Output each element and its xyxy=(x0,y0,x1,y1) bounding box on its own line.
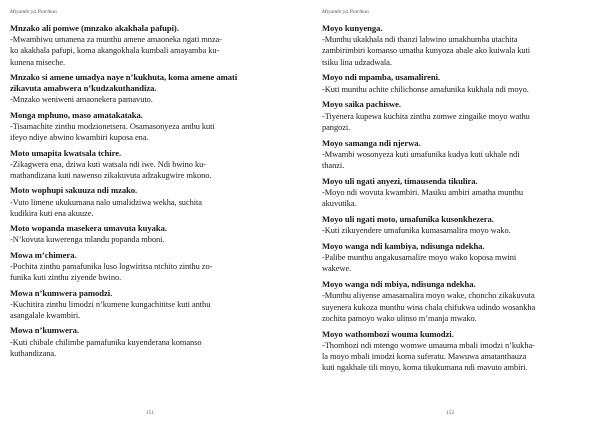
proverb-explanation-line: la moyo mbali imodzi koma suferatu. Mawuwa amatanthauza xyxy=(322,352,527,362)
running-head: Miyambi ya Patrikan xyxy=(322,9,369,15)
proverb-explanation-line: -Munthu ukakhala ndi thanzi labwino umakhumba utachita xyxy=(322,35,518,45)
proverb-explanation-line: zambirimbiri komanso umatha kunyoza abale ako kuiwala kuti xyxy=(322,46,531,56)
proverb-title: Moyo wathombozi wouma kumodzi. xyxy=(322,328,454,339)
proverb-explanation-line: -Zikagwera ena, dziwa kuti watsala ndi iwe. Ndi bwino ku- xyxy=(10,159,206,169)
proverb-explanation-line: ifeyo ndiye abwino kwambiri kuposa ena. xyxy=(10,133,149,143)
proverb-title: Mnzako si amene umadya naye n’kukhuta, koma amene amati xyxy=(10,72,238,82)
proverb-title: Moyo uli ngati anyezi, timausenda tikulira. xyxy=(322,175,478,186)
proverb-entry xyxy=(10,148,282,182)
proverb-explanation-line: -Vuto limene ukukumana nalo umalidziwa wekha, suchita xyxy=(10,197,202,207)
proverb-title: Moyo saika pachiswe. xyxy=(322,99,401,110)
proverb-explanation-line: funika kuti zinthu ziyende bwino. xyxy=(10,273,122,283)
proverb-explanation-line: akuvutika. xyxy=(322,199,357,209)
proverb-entry xyxy=(10,325,282,359)
proverb-explanation-line: asangalale kwambiri. xyxy=(10,310,81,320)
proverb-entry xyxy=(10,223,282,245)
proverb-title: Mnzako ali pomwe (mnzako akakhala pafupi). xyxy=(10,23,179,33)
proverb-explanation-line: -Mwambiwu umanena za munthu amene amaoneka ngati mnza- xyxy=(10,35,222,45)
proverb-explanation-line: -Pochita zinthu pamafunika luso logwiritsa ntchito zinthu zo- xyxy=(10,261,213,271)
proverb-entry xyxy=(322,138,586,172)
proverb-entry xyxy=(322,99,586,133)
proverb-explanation-line: ko akakhala pafupi, koma akangokhala kumbali amayamba ku- xyxy=(10,46,220,56)
proverb-entry xyxy=(10,185,282,219)
proverb-explanation-line: suyenera kukoza munthu wina chala chifukwa udindo wosankha xyxy=(322,302,536,312)
proverb-explanation-line: -Mnzako weniweni amaonekera pamavuto. xyxy=(10,95,153,105)
proverb-explanation-line: -Tisamachite zinthu modzionetsera. Osamasonyeza anthu kuti xyxy=(10,122,215,131)
proverb-explanation-line: -Mwambi wosonyeza kuti umafunika kudya kuti ukhale ndi xyxy=(322,149,520,159)
proverb-explanation-line: thanzi. xyxy=(322,161,345,171)
proverb-title: Moyo uli ngati moto, umafunika kusonkhezera. xyxy=(322,214,494,225)
entry-list xyxy=(322,23,586,373)
proverb-title: Mowa n’kumwera pamodzi. xyxy=(10,287,113,298)
proverb-entry xyxy=(322,214,586,236)
entry-list xyxy=(10,23,282,359)
proverb-title: Mowa n’kumwera. xyxy=(10,325,79,336)
proverb-explanation-line: -N’kovuta kuwerenga mlandu popanda mboni. xyxy=(10,235,165,245)
proverb-explanation-line: mathandizana kuti nawenso zikakuvuta adzakugwire mkono. xyxy=(10,171,212,180)
proverb-explanation-line: zochita pamoyo wako ulinso m’manja mwako. xyxy=(322,313,477,323)
proverb-explanation-line: kuti ngakhale tili moyo, koma tikukumana ndi mavuto ambiri. xyxy=(322,363,528,373)
proverb-explanation-line: -Munthu aliyense amasamalira moyo wake, choncho zikakuvuta xyxy=(322,291,535,301)
proverb-explanation-line: -Moyo ndi wovuta kwambiri. Masiku ambiri amatha munthu xyxy=(322,188,524,198)
right-page xyxy=(300,0,600,424)
proverb-title: Monga mphuno, maso amatakataka. xyxy=(10,109,143,120)
proverb-explanation-line: kuthandizana. xyxy=(10,348,57,358)
proverb-entry xyxy=(10,288,282,322)
proverb-entry xyxy=(10,250,282,284)
proverb-explanation-line: -Kuti zikuyendere umafunika kumasamalira moyo wako. xyxy=(322,226,511,236)
proverb-entry xyxy=(322,329,586,374)
proverb-title: Mowa m’chimera. xyxy=(10,249,77,260)
proverb-entry xyxy=(322,241,586,275)
proverb-title: Moyo kunyenga. xyxy=(322,23,383,33)
page-number: 151 xyxy=(145,410,155,416)
proverb-explanation-line: -Kuti chibale chilimbe pamafunika kuyenderana komanso xyxy=(10,337,202,347)
proverb-title-continued: zikavuta amabwera n’kudzakuthandiza. xyxy=(10,83,157,94)
proverb-explanation-line: pangozi. xyxy=(322,122,351,132)
proverb-entry xyxy=(322,23,586,68)
proverb-title: Moyo wanga ndi kambiya, ndisunga ndekha. xyxy=(322,241,485,252)
proverb-explanation-line: -Thombozi ndi mtengo womwe umauma mbali imodzi n’kukha- xyxy=(322,340,535,350)
proverb-title: Moyo ndi mpamba, usamalireni. xyxy=(322,72,441,83)
proverb-explanation-line: -Kuchitira zinthu limodzi n’kumene kungachititse kuti anthu xyxy=(10,299,211,309)
proverb-entry xyxy=(10,72,282,106)
proverb-entry xyxy=(10,23,282,68)
proverb-title: Moto wophupi sakuuza ndi mzako. xyxy=(10,185,138,196)
proverb-explanation-line: kunena miseche. xyxy=(10,57,66,67)
proverb-explanation-line: -Tiyenera kupewa kuchita zinthu zomwe zingaike moyo wathu xyxy=(322,111,530,121)
proverb-entry xyxy=(322,72,586,94)
proverb-explanation-line: wakewe. xyxy=(322,264,352,274)
proverb-entry xyxy=(10,110,282,144)
proverb-title: Moto umapita kwatsala tchire. xyxy=(10,147,122,158)
running-head: Miyambi ya Patrikan xyxy=(10,9,57,15)
proverb-explanation-line: -Kuti munthu achite chilichonse amafunika kukhala ndi moyo. xyxy=(322,84,529,94)
proverb-title: Moto wopanda masekera umavuta kuyaka. xyxy=(10,223,167,234)
proverb-explanation-line: kudikira kuti ena akuuze. xyxy=(10,208,94,218)
proverb-title: Moyo samanga ndi njerwa. xyxy=(322,137,421,148)
proverb-entry xyxy=(322,279,586,324)
page-number: 152 xyxy=(445,410,455,416)
proverb-title: Moyo wanga ndi mbiya, ndisunga ndekha. xyxy=(322,279,476,290)
proverb-entry xyxy=(322,176,586,210)
proverb-explanation-line: -Palibe munthu angakusamalire moyo wako koposa mwini xyxy=(322,253,517,263)
proverb-explanation-line: tsiku lina udzadwala. xyxy=(322,57,392,67)
